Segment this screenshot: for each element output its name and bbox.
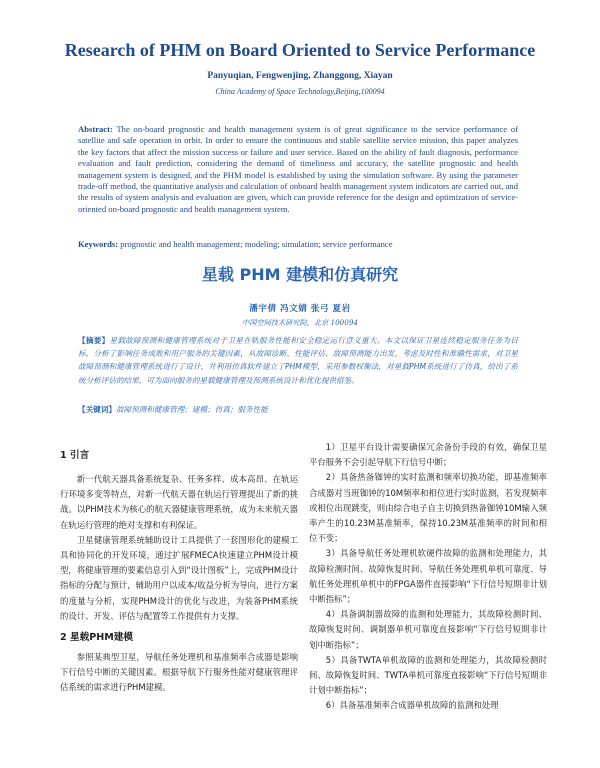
english-affiliation: China Academy of Space Technology,Beijing,100094 bbox=[215, 87, 385, 96]
english-title: Research of PHM on Board Oriented to Service Performance bbox=[64, 40, 536, 60]
chinese-abstract bbox=[78, 334, 518, 387]
english-keywords-label: Keywords: bbox=[78, 239, 119, 249]
paragraph: 卫星健康管理系统辅助设计工具提供了一套图形化的建模工具和协同化的开发环境，通过扩展FMECA快速建立PHM设计模型，将健康管理的要素信息引入到“设计图板”上，完成PHM设计指标的分配与预计，辅助用户以成本/收益分析为导向，进行方案的度量与分析，实现PHM设计的优化与改进，为装备PHM系统的设计、开发、评估与配置等工作提供有力支撑。 bbox=[60, 534, 298, 621]
chinese-affiliation: 中国空间技术研究院，北京 100094 bbox=[242, 318, 358, 327]
english-authors: Panyuqian, Fengwenjing, Zhanggong, Xiayan bbox=[207, 71, 393, 81]
section-heading-phm-modeling: 2 星载PHM建模 bbox=[60, 632, 133, 644]
list-item: 1）卫星平台设计需要确保冗余备份手段的有效，确保卫星平台服务不会引起导航下行信号中断； bbox=[309, 442, 547, 468]
english-keywords bbox=[78, 239, 518, 249]
left-column bbox=[60, 440, 298, 696]
chinese-keywords bbox=[78, 404, 518, 415]
chinese-keywords-text: 故障预测和健康管理；建模；仿真；服务性能 bbox=[115, 405, 268, 414]
list-item: 6）具备基准频率合成器单机故障的监测和处理 bbox=[325, 700, 499, 711]
paragraph: 新一代航天器具备系统复杂、任务多样、成本高昂、在轨运行环境多变等特点，对新一代航天器在轨运行管理提出了新的挑战。以PHM技术为核心的航天器健康管理系统，成为未来航天器在轨运行管理的绝对支撑和有利保证。 bbox=[60, 474, 298, 530]
english-keywords-text: prognostic and health management; modeling; simulation; service performance bbox=[120, 239, 393, 249]
chinese-keywords-label: 【关键词】 bbox=[78, 405, 116, 414]
paragraph: 参照某典型卫星，导航任务处理机和基准频率合成器是影响下行信号中断的关键因素。根据导航下行服务性能对健康管理评估系统的需求进行PHM建模。 bbox=[60, 652, 298, 693]
list-item: 2）具备热备铷钟的实时监测和频率切换功能，即基准频率合成器对当班铷钟的10M频率和相位进行实时监测，若发现频率或相位出现跳变，则由综合电子自主切换到热备铷钟10M输入频率产生的10.23M基准频率，保持10.23M基准频率的时间和相位不变； bbox=[309, 472, 547, 544]
list-item: 4）具备调制器故障的监测和处理能力，其故障检测时间、故障恢复时间、调制器单机可靠度直接影响“下行信号短期非计划中断指标”； bbox=[309, 609, 547, 650]
chinese-authors: 潘宇倩 冯文婧 张弓 夏岩 bbox=[249, 304, 351, 314]
list-item: 5）具备TWTA单机故障的监测和处理能力，其故障检测时间、故障恢复时间、TWTA单机可靠度直接影响“下行信号短期非计划中断指标”； bbox=[309, 654, 547, 696]
english-abstract-label: Abstract: bbox=[78, 124, 113, 134]
section-heading-introduction: 1 引言 bbox=[60, 450, 90, 461]
chinese-abstract-label: 【摘要】 bbox=[78, 336, 110, 345]
english-abstract-text: The on-board prognostic and health management system is of great significance to the service performance of satellite and safe operation in orbit. In order to ensure the continuous and stable satellite service mission, this paper analyzes the key factors that affect the mission success or failure and user service. Based on the ability of fault diagnosis, performance evaluation and fault prediction, considering the demand of timeliness and accuracy, the satellite prognostic and health management system is designed, and the PHM model is established by using the simulation software. By using the parameter trade-off method, the quantitative analysis and calculation of onboard health management system indicators are carried out, and the results of system analysis and evaluation are given, which can provide reference for the design and optimization of service-oriented on-board prognostic and health management system. bbox=[78, 124, 519, 214]
chinese-title: 星载 PHM 建模和仿真研究 bbox=[201, 265, 399, 284]
english-abstract bbox=[78, 124, 518, 215]
list-item: 3）具备导航任务处理机软硬件故障的监测和处理能力，其故障检测时间、故障恢复时间、导航任务处理机单机可靠度、导航任务处理机单机中的FPGA器件直接影响“下行信号短期非计划中断指标”； bbox=[309, 548, 547, 605]
right-column bbox=[309, 440, 547, 714]
chinese-abstract-text: 星载故障预测和健康管理系统对于卫星在轨服务性能和安全稳定运行意义重大。本文以保证卫星连续稳定服务任务为目标，分析了影响任务成败和用户服务的关键因素，从故障诊断、性能评估、故障预测能力出发，考虑及时性和准确性需求，对卫星故障预测和健康管理系统进行了设计，并利用仿真软件建立了PHM模型，采用参数权衡法，对星载PHM系统进行了仿真，给出了系统分析评估的结果，可为面向服务的星载健康管理及预测系统设计和优化提供借鉴。 bbox=[78, 336, 518, 385]
